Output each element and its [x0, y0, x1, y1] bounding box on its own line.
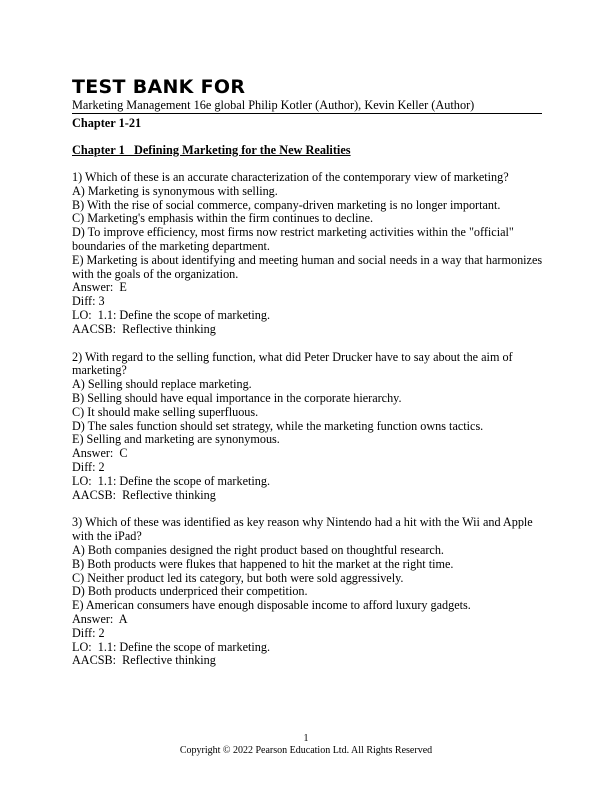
- answer-option: C) Neither product led its category, but both were sold aggressively.: [72, 570, 404, 585]
- answer-option: E) Marketing is about identifying and meeting human and social needs in a way that harmonizes: [72, 252, 543, 267]
- answer-option: E) Selling and marketing are synonymous.: [72, 432, 280, 447]
- answer-option: C) It should make selling superfluous.: [72, 404, 259, 419]
- difficulty-label: Diff: 2: [72, 625, 105, 640]
- answer-option: B) Selling should have equal importance in the corporate hierarchy.: [72, 390, 402, 405]
- learning-objective: LO: 1.1: Define the scope of marketing.: [72, 473, 270, 488]
- answer-option: D) Both products underpriced their competition.: [72, 584, 308, 599]
- answer-key: Answer: E: [72, 280, 127, 295]
- question-stem: marketing?: [72, 363, 127, 378]
- answer-key: Answer: C: [72, 446, 128, 461]
- chapter-range-label: Chapter 1-21: [72, 116, 142, 130]
- header-divider: [72, 113, 542, 114]
- question-stem: with the iPad?: [72, 529, 142, 544]
- chapter-heading: Chapter 1 Defining Marketing for the New Realities: [72, 143, 351, 157]
- answer-option: boundaries of the marketing department.: [72, 238, 270, 253]
- answer-option: A) Both companies designed the right product based on thoughtful research.: [72, 542, 444, 557]
- aacsb-tag: AACSB: Reflective thinking: [72, 321, 216, 336]
- answer-option: B) With the rise of social commerce, company-driven marketing is no longer important.: [72, 197, 501, 212]
- question-stem: 2) With regard to the selling function, what did Peter Drucker have to say about the aim of: [72, 349, 513, 364]
- copyright-notice: Copyright © 2022 Pearson Education Ltd. All Rights Reserved: [179, 745, 433, 756]
- answer-option: with the goals of the organization.: [72, 266, 239, 281]
- page-number: 1: [303, 733, 309, 744]
- answer-option: A) Marketing is synonymous with selling.: [72, 183, 278, 198]
- learning-objective: LO: 1.1: Define the scope of marketing.: [72, 639, 270, 654]
- book-subtitle: Marketing Management 16e global Philip Kotler (Author), Kevin Keller (Author): [72, 98, 475, 112]
- question-stem: 3) Which of these was identified as key reason why Nintendo had a hit with the Wii and Apple: [72, 515, 533, 530]
- answer-option: E) American consumers have enough disposable income to afford luxury gadgets.: [72, 598, 471, 613]
- answer-option: A) Selling should replace marketing.: [72, 377, 252, 392]
- answer-option: D) The sales function should set strategy, while the marketing function owns tactics.: [72, 418, 484, 433]
- answer-option: C) Marketing's emphasis within the firm continues to decline.: [72, 211, 374, 226]
- learning-objective: LO: 1.1: Define the scope of marketing.: [72, 307, 270, 322]
- answer-option: D) To improve efficiency, most firms now restrict marketing activities within the "official": [72, 225, 514, 240]
- question-block: [72, 516, 544, 668]
- question-block: [72, 351, 544, 503]
- aacsb-tag: AACSB: Reflective thinking: [72, 487, 216, 502]
- answer-key: Answer: A: [72, 611, 128, 626]
- answer-option: B) Both products were flukes that happened to hit the market at the right time.: [72, 556, 454, 571]
- question-list: [72, 171, 544, 682]
- difficulty-label: Diff: 2: [72, 459, 105, 474]
- question-block: [72, 171, 544, 337]
- difficulty-label: Diff: 3: [72, 294, 105, 309]
- question-stem: 1) Which of these is an accurate characterization of the contemporary view of marketing?: [72, 170, 509, 184]
- test-bank-banner: TEST BANK FOR: [72, 76, 246, 98]
- aacsb-tag: AACSB: Reflective thinking: [72, 653, 216, 668]
